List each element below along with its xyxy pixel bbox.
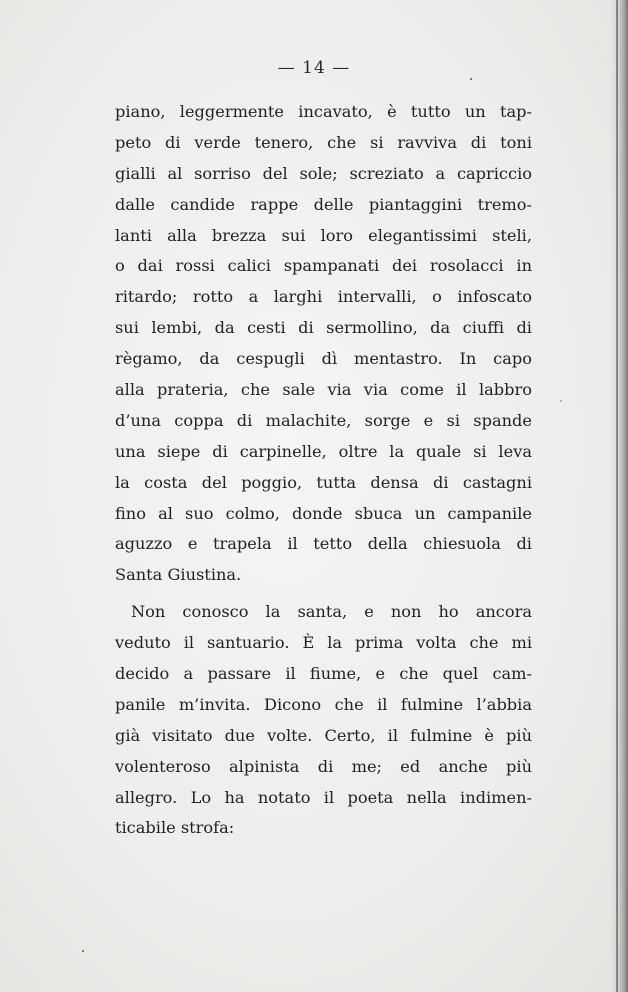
- text-line: volenteroso alpinista di me; ed anche più: [115, 756, 532, 776]
- text-line: Santa Giustina.: [115, 565, 242, 585]
- paper-speck: [560, 400, 562, 402]
- text-line: sui lembi, da cesti di sermollino, da ciuffi di: [115, 318, 532, 338]
- page-edge-line: [616, 0, 618, 992]
- paper-speck: [82, 950, 84, 952]
- text-line: piano, leggermente incavato, è tutto un tap-: [115, 102, 532, 121]
- text-line: gialli al sorriso del sole; screziato a capriccio: [115, 163, 532, 183]
- text-line: alla prateria, che sale via via come il labbro: [115, 380, 532, 400]
- body-text: [115, 97, 532, 844]
- text-line: decido a passare il fiume, e che quel cam-: [115, 664, 532, 684]
- text-line: la costa del poggio, tutta densa di castagni: [115, 472, 532, 492]
- text-line: peto di verde tenero, che si ravviva di toni: [115, 132, 532, 152]
- text-line: allegro. Lo ha notato il poeta nella indimen-: [115, 787, 532, 807]
- text-line: panile m’invita. Dicono che il fulmine l’abbia: [115, 694, 532, 714]
- page-number: — 14 —: [277, 58, 351, 78]
- text-line: o dai rossi calici spampanati dei rosolacci in: [115, 256, 532, 276]
- text-line: ritardo; rotto a larghi intervalli, o infoscato: [115, 287, 532, 307]
- text-line: una siepe di carpinelle, oltre la quale si leva: [115, 441, 532, 461]
- text-line: già visitato due volte. Certo, il fulmine è più: [115, 725, 532, 745]
- text-line: veduto il santuario. È la prima volta che mi: [115, 633, 532, 653]
- text-line: lanti alla brezza sui loro elegantissimi steli,: [115, 225, 532, 245]
- text-line: règamo, da cespugli dì mentastro. In capo: [115, 349, 532, 369]
- text-line: Non conosco la santa, e non ho ancora: [131, 602, 532, 622]
- text-line: aguzzo e trapela il tetto della chiesuola di: [115, 534, 532, 554]
- text-line: dalle candide rappe delle piantaggini tremo-: [115, 194, 532, 214]
- page-binding-shadow: [610, 0, 628, 992]
- paragraph-1: [115, 97, 532, 591]
- text-line: fino al suo colmo, donde sbuca un campanile: [115, 503, 532, 523]
- text-line: ticabile strofa:: [115, 818, 235, 838]
- text-line: d’una coppa di malachite, sorge e si spande: [115, 410, 532, 430]
- paper-speck: [470, 78, 472, 80]
- paragraph-2: [115, 597, 532, 844]
